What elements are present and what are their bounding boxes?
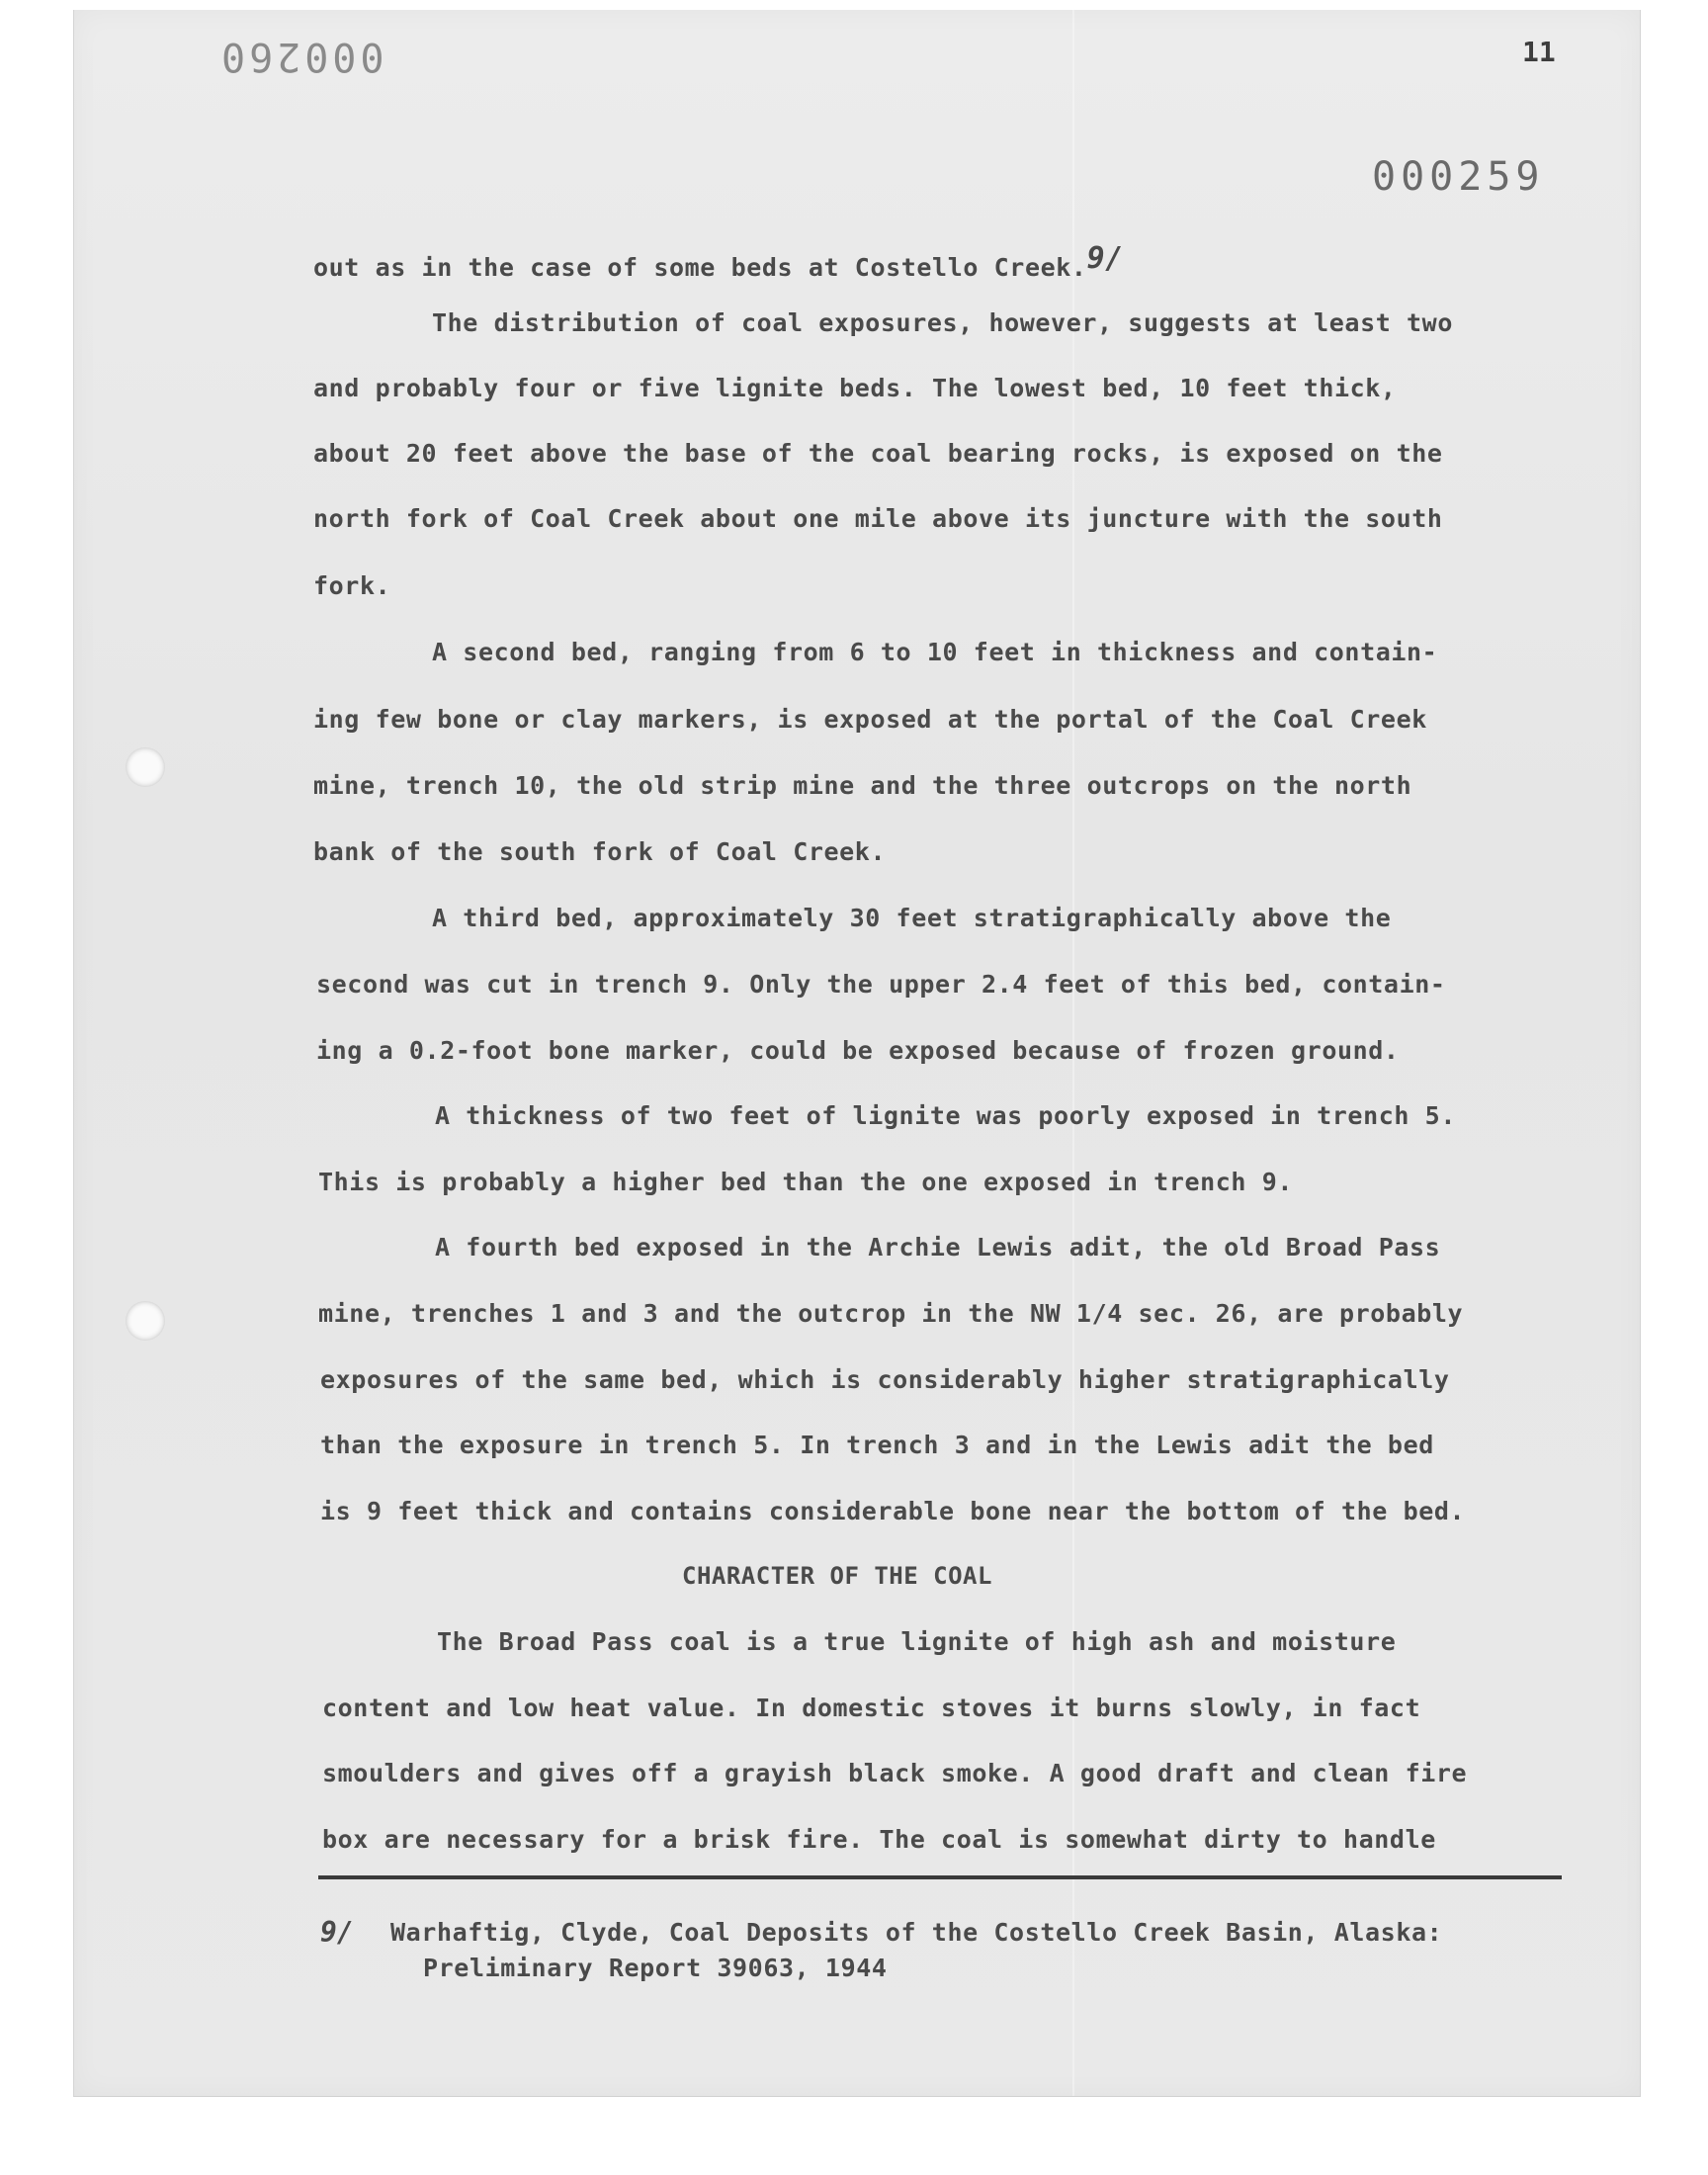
body-line: mine, trench 10, the old strip mine and the three outcrops on the north — [313, 771, 1412, 800]
punch-hole-bottom — [126, 1301, 165, 1341]
body-line: A third bed, approximately 30 feet stratigraphically above the — [432, 904, 1392, 932]
page-number: 11 — [1522, 36, 1556, 68]
body-line: north fork of Coal Creek about one mile above its juncture with the south — [313, 504, 1443, 533]
punch-hole-top — [126, 747, 165, 787]
footnote-ref: 9/ — [1086, 241, 1124, 276]
section-line: The Broad Pass coal is a true lignite of high ash and moisture — [437, 1627, 1397, 1656]
footnote-line: Warhaftig, Clyde, Coal Deposits of the Costello Creek Basin, Alaska: — [390, 1918, 1443, 1947]
body-line: mine, trenches 1 and 3 and the outcrop in the NW 1/4 sec. 26, are probably — [318, 1299, 1464, 1328]
section-line: smoulders and gives off a grayish black smoke. A good draft and clean fire — [322, 1759, 1468, 1787]
body-line-text: out as in the case of some beds at Costello Creek. — [313, 253, 1087, 282]
body-line: about 20 feet above the base of the coal bearing rocks, is exposed on the — [313, 439, 1443, 468]
body-line: A thickness of two feet of lignite was poorly exposed in trench 5. — [435, 1101, 1456, 1130]
section-line: content and low heat value. In domestic stoves it burns slowly, in fact — [322, 1694, 1421, 1722]
body-line: A fourth bed exposed in the Archie Lewis adit, the old Broad Pass — [435, 1233, 1441, 1262]
body-line: is 9 feet thick and contains considerable bone near the bottom of the bed. — [320, 1497, 1466, 1525]
body-line: A second bed, ranging from 6 to 10 feet in thickness and contain- — [432, 638, 1438, 666]
section-line: box are necessary for a brisk fire. The coal is somewhat dirty to handle — [322, 1825, 1436, 1854]
body-line: and probably four or five lignite beds. The lowest bed, 10 feet thick, — [313, 374, 1397, 402]
footnote-marker: 9/ — [320, 1916, 354, 1949]
section-heading: CHARACTER OF THE COAL — [682, 1562, 992, 1590]
body-line: fork. — [313, 571, 391, 600]
body-line: The distribution of coal exposures, however, suggests at least two — [432, 308, 1453, 337]
bates-number-stamp: 000259 — [1372, 154, 1545, 200]
footnote-line: Preliminary Report 39063, 1944 — [423, 1954, 888, 1982]
body-line: ing a 0.2-foot bone marker, could be exposed because of frozen ground. — [316, 1036, 1400, 1065]
body-line: second was cut in trench 9. Only the upper 2.4 feet of this bed, contain- — [316, 970, 1446, 999]
body-line — [313, 241, 1124, 282]
footnote-divider — [318, 1875, 1562, 1879]
archive-stamp-inverted: 000260 — [217, 34, 384, 79]
body-line: exposures of the same bed, which is considerably higher stratigraphically — [320, 1365, 1450, 1394]
body-line: than the exposure in trench 5. In trench 3 and in the Lewis adit the bed — [320, 1431, 1434, 1459]
body-line: ing few bone or clay markers, is exposed at the portal of the Coal Creek — [313, 705, 1427, 734]
body-line: bank of the south fork of Coal Creek. — [313, 837, 887, 866]
body-line: This is probably a higher bed than the one exposed in trench 9. — [318, 1168, 1294, 1196]
